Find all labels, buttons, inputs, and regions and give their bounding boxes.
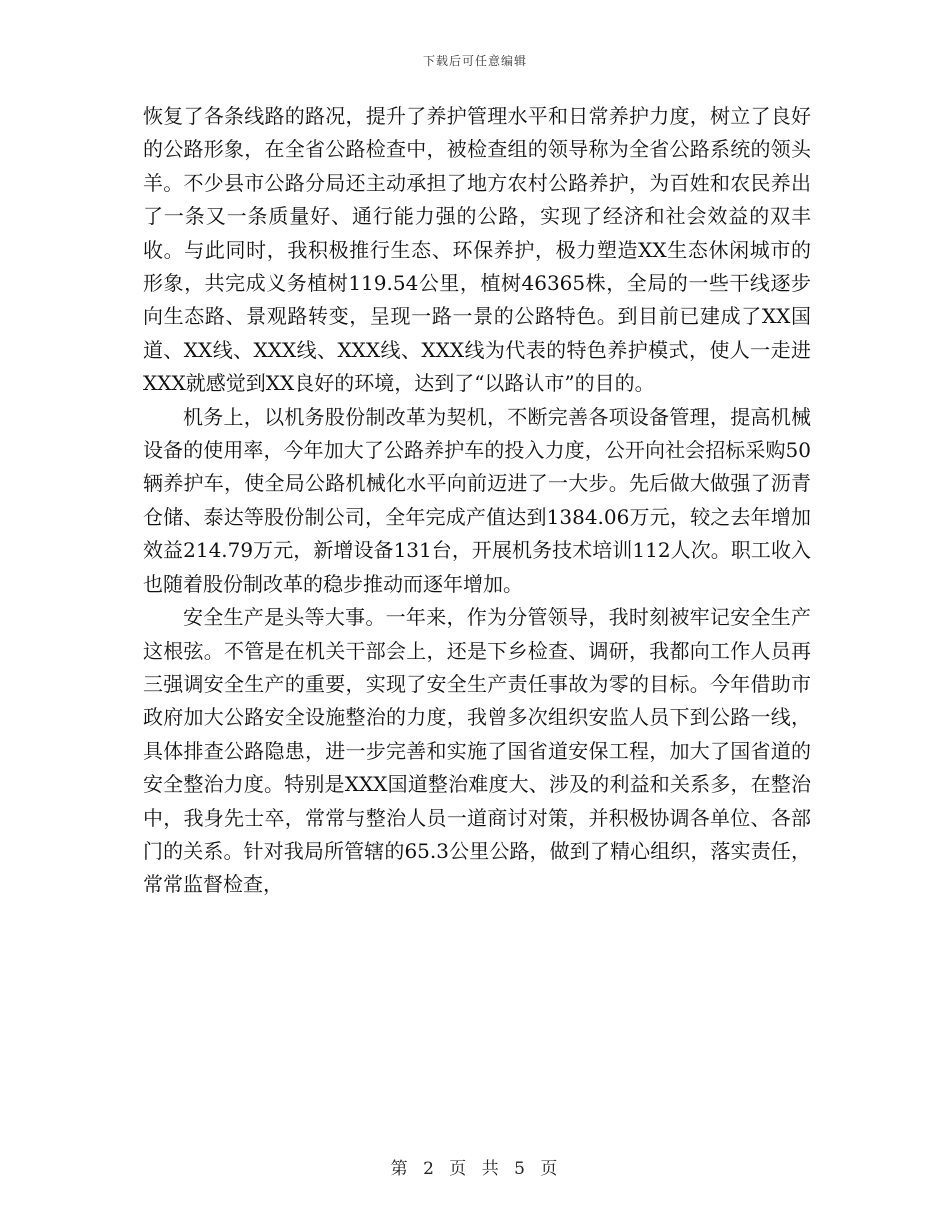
paragraph-2: 机务上，以机务股份制改革为契机，不断完善各项设备管理，提高机械设备的使用率，今年加大了公路养护车的投入力度，公开向社会招标采购50辆养护车，使全局公路机械化水平向前迈进了一大步。先后做大做强了沥青仓储、泰达等股份制公司，全年完成产值达到1384.06万元，较之去年增加效益214.79万元，新增设备131台，开展机务技术培训112人次。职工收入也随着股份制改革的稳步推动而逐年增加。 <box>143 404 811 596</box>
document-body <box>143 100 811 902</box>
page-header-note: 下载后可任意编辑 <box>422 54 527 68</box>
page-number: 第 2 页 共 5 页 <box>390 1159 560 1179</box>
paragraph-1: 恢复了各条线路的路况，提升了养护管理水平和日常养护力度，树立了良好的公路形象，在全省公路检查中，被检查组的领导称为全省公路系统的领头羊。不少县市公路分局还主动承担了地方农村公路养护，为百姓和农民养出了一条又一条质量好、通行能力强的公路，实现了经济和社会效益的双丰收。与此同时，我积极推行生态、环保养护，极力塑造XX生态休闲城市的形象，共完成义务植树119.54公里，植树46365株，全局的一些干线逐步向生态路、景观路转变，呈现一路一景的公路特色。到目前已建成了XX国道、XX线、XXX线、XXX线、XXX线为代表的特色养护模式，使人一走进XXX就感觉到XX良好的环境，达到了“以路认市”的目的。 <box>143 104 811 396</box>
paragraph-3: 安全生产是头等大事。一年来，作为分管领导，我时刻被牢记安全生产这根弦。不管是在机关干部会上，还是下乡检查、调研，我都向工作人员再三强调安全生产的重要，实现了安全生产责任事故为零的目标。今年借助市政府加大公路安全设施整治的力度，我曾多次组织安监人员下到公路一线，具体排查公路隐患，进一步完善和实施了国省道安保工程，加大了国省道的安全整治力度。特别是XXX国道整治难度大、涉及的利益和关系多，在整治中，我身先士卒，常常与整治人员一道商讨对策，并积极协调各单位、各部门的关系。针对我局所管辖的65.3公里公路，做到了精心组织，落实责任，常常监督检查， <box>143 605 811 897</box>
